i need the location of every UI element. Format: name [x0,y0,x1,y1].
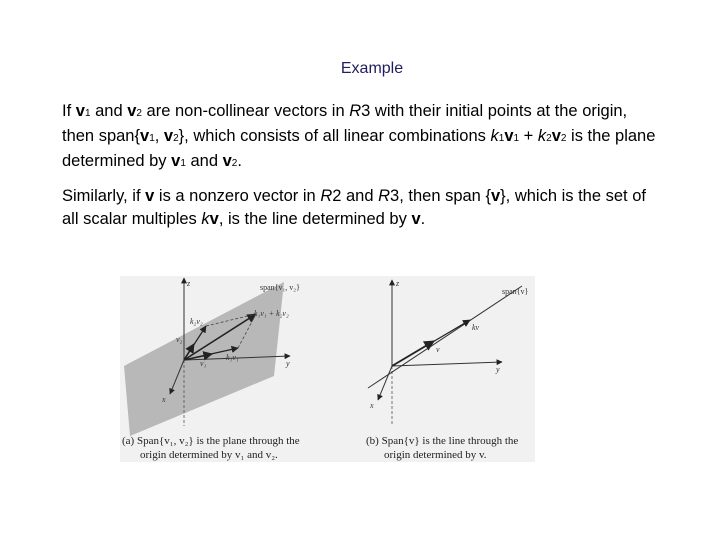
k2v2-label: k₂v₂ [190,317,203,326]
span-v1v2-label: span{v₁, v₂} [260,283,300,292]
v-label: v [436,345,440,354]
paragraph-span-plane: If v1 and v2 are non-collinear vectors in R3 with their initial points at the origin, then span{v1, v2}, which consists of all linear combinations k1v1 + k2v2 is the plane determined by v1 and v2. [62,102,656,170]
v-vector [392,341,434,366]
z-label-a: z [187,279,191,288]
y-label-b: y [496,365,500,374]
caption-b-line2: origin determined by v. [384,449,487,461]
caption-a-line1: (a) Span{v₁, v₂} is the plane through the [122,435,300,447]
z-label-b: z [396,279,400,288]
kv-label: kv [472,323,480,332]
paragraph-span-line: Similarly, if v is a nonzero vector in R2 and R3, then span {v}, which is the set of all scalar multiples kv, is the line determined by v. [62,187,646,228]
x-label-b: x [370,401,374,410]
figure-span-illustration [120,276,535,462]
y-axis-b [392,362,502,366]
caption-b-line1: (b) Span{v} is the line through the [366,435,519,447]
caption-a-line2: origin determined by v₁ and v₂. [140,449,278,461]
panel-b-line [366,279,529,461]
span-v-label: span{v} [502,287,529,296]
slide-title: Example [340,60,404,77]
v2-label: v₂ [176,335,183,344]
y-label-a: y [286,359,290,368]
panel-a-plane [122,278,300,461]
x-axis-b [378,366,392,400]
combo-label: k₁v₁ + k₂v₂ [254,309,289,318]
x-label-a: x [162,395,166,404]
v1-label: v₁ [200,359,207,368]
k1v1-label: k₁v₁ [226,353,239,362]
